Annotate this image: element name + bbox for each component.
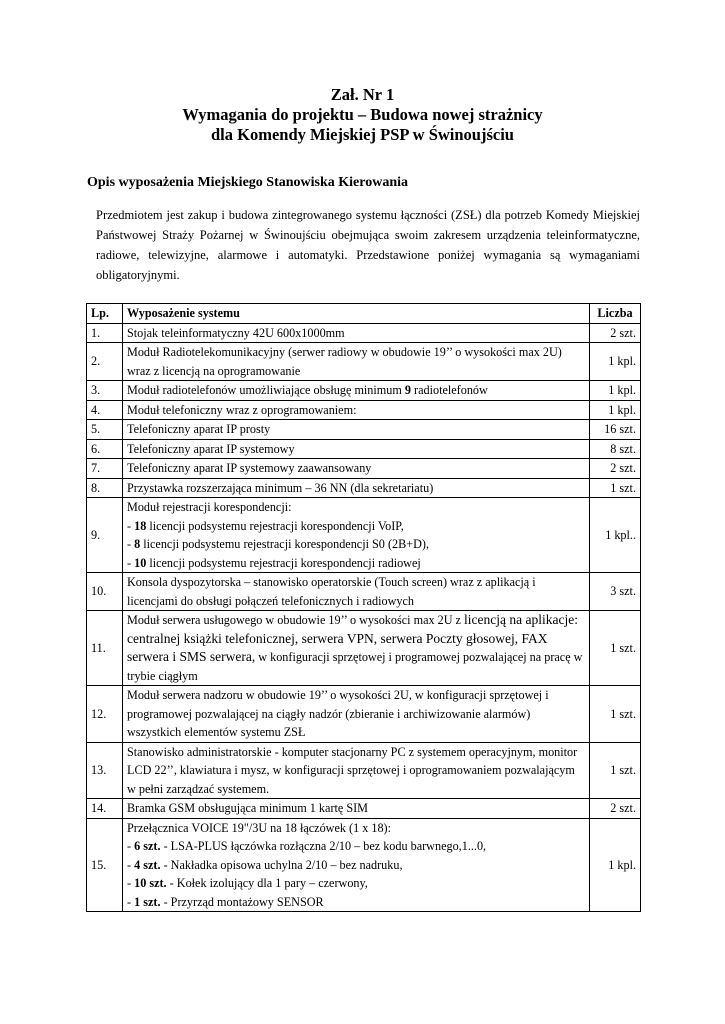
- row-quantity: 1 kpl.: [590, 381, 641, 401]
- desc-bold: 9: [404, 383, 411, 397]
- table-row: [87, 439, 641, 459]
- row-description: Bramka GSM obsługująca minimum 1 kartę SIM: [123, 799, 590, 819]
- table-header-row: [87, 304, 641, 324]
- row-description: Telefoniczny aparat IP systemowy zaawansowany: [123, 459, 590, 479]
- desc-item: - 6 szt. - LSA-PLUS łączówka rozłączna 2/10 – bez kodu barwnego,1...0,: [127, 839, 487, 853]
- row-description: Stojak teleinformatyczny 42U 600x1000mm: [123, 323, 590, 343]
- row-description: Telefoniczny aparat IP systemowy: [123, 439, 590, 459]
- row-description: Moduł serwera nadzoru w obudowie 19’’ o wysokości 2U, w konfiguracji sprzętowej i programowej pozwalającej na ciągły nadzór (zbieranie i archiwizowanie alarmów) wszystkich elementów systemu ZSŁ: [123, 686, 590, 743]
- desc-part-large: licencją na aplikacje: centralnej książki telefonicznej, serwera VPN, serwera Poczty głosowej, FAX serwera i SMS serwera,: [127, 612, 578, 664]
- row-number: 8.: [87, 478, 123, 498]
- row-description: [123, 818, 590, 912]
- table-row: [87, 611, 641, 686]
- desc-item: - 18 licencji podsystemu rejestracji korespondencji VoIP,: [127, 518, 404, 533]
- document-header: [0, 85, 725, 145]
- row-description: Moduł telefoniczny wraz z oprogramowaniem:: [123, 400, 590, 420]
- intro-paragraph: Przedmiotem jest zakup i budowa zintegrowanego systemu łączności (ZSŁ) dla potrzeb Komedy Miejskiej Państwowej Straży Pożarnej w Świnoujściu obejmująca swoim zakresem urządzenia teleinformatyczne, radiowe, telewizyjne, alarmowe i automatyki. Przedstawione poniżej wymagania są wymaganiami obligatoryjnymi.: [96, 208, 640, 282]
- row-number: 6.: [87, 439, 123, 459]
- header-quantity: Liczba: [590, 304, 641, 324]
- table-row: [87, 818, 641, 912]
- row-number: 3.: [87, 381, 123, 401]
- desc-item: - 10 szt. - Kołek izolujący dla 1 pary – czerwony,: [127, 876, 368, 890]
- table-row: [87, 323, 641, 343]
- table-row: [87, 498, 641, 573]
- header-lp: Lp.: [87, 304, 123, 324]
- row-number: 1.: [87, 323, 123, 343]
- table-row: [87, 420, 641, 440]
- table-row: [87, 400, 641, 420]
- table-row: [87, 799, 641, 819]
- row-description: Moduł Radiotelekomunikacyjny (serwer radiowy w obudowie 19’’ o wysokości max 2U) wraz z licencją na oprogramowanie: [123, 343, 590, 381]
- attachment-number: Zał. Nr 1: [330, 85, 395, 104]
- table-row: [87, 573, 641, 611]
- row-description: [123, 611, 590, 686]
- row-quantity: 1 szt.: [590, 686, 641, 743]
- desc-heading: Przełącznica VOICE 19"/3U na 18 łączówek (1 x 18):: [127, 820, 391, 835]
- table-row: [87, 343, 641, 381]
- row-quantity: 16 szt.: [590, 420, 641, 440]
- row-description: Telefoniczny aparat IP prosty: [123, 420, 590, 440]
- row-quantity: 3 szt.: [590, 573, 641, 611]
- table-row: [87, 742, 641, 799]
- row-number: 12.: [87, 686, 123, 743]
- table-row: [87, 459, 641, 479]
- row-number: 9.: [87, 498, 123, 573]
- row-description: Przystawka rozszerzająca minimum – 36 NN (dla sekretariatu): [123, 478, 590, 498]
- row-quantity: 2 szt.: [590, 459, 641, 479]
- row-quantity: 1 szt.: [590, 478, 641, 498]
- row-quantity: 1 szt.: [590, 611, 641, 686]
- row-number: 5.: [87, 420, 123, 440]
- desc-part: Moduł serwera usługowego w obudowie 19’’ o wysokości max 2U z: [127, 613, 465, 627]
- desc-part: w konfiguracji sprzętowej i programowej pozwalającej na pracę w trybie ciągłym: [127, 650, 583, 683]
- section-title: Opis wyposażenia Miejskiego Stanowiska Kierowania: [87, 175, 408, 190]
- desc-part: radiotelefonów: [410, 383, 488, 397]
- desc-item: - 10 licencji podsystemu rejestracji korespondencji radiowej: [127, 555, 421, 570]
- row-number: 4.: [87, 400, 123, 420]
- equipment-table: [86, 303, 641, 912]
- desc-item: - 4 szt. - Nakładka opisowa uchylna 2/10 – bez nadruku,: [127, 857, 403, 872]
- row-number: 11.: [87, 611, 123, 686]
- row-quantity: 1 kpl.: [590, 400, 641, 420]
- row-quantity: 1 kpl.: [590, 818, 641, 912]
- project-title: Wymagania do projektu – Budowa nowej strażnicy: [182, 105, 543, 124]
- row-description: [123, 381, 590, 401]
- table-row: [87, 478, 641, 498]
- row-number: 13.: [87, 742, 123, 799]
- row-quantity: 1 szt.: [590, 742, 641, 799]
- desc-item: - 8 licencji podsystemu rejestracji korespondencji S0 (2B+D),: [127, 537, 430, 551]
- desc-part: Moduł radiotelefonów umożliwiające obsługę minimum: [127, 383, 405, 397]
- table-row: [87, 381, 641, 401]
- row-number: 10.: [87, 573, 123, 611]
- row-description: [123, 498, 590, 573]
- row-number: 15.: [87, 818, 123, 912]
- row-description: Konsola dyspozytorska – stanowisko operatorskie (Touch screen) wraz z aplikacją i licencjami do obsługi połączeń telefonicznych i radiowych: [123, 573, 590, 611]
- row-quantity: 2 szt.: [590, 323, 641, 343]
- row-number: 2.: [87, 343, 123, 381]
- desc-item: - 1 szt. - Przyrząd montażowy SENSOR: [127, 894, 324, 909]
- project-subtitle: dla Komendy Miejskiej PSP w Świnoujściu: [211, 125, 514, 144]
- row-number: 7.: [87, 459, 123, 479]
- row-number: 14.: [87, 799, 123, 819]
- desc-heading: Moduł rejestracji korespondencji:: [127, 500, 292, 514]
- row-quantity: 1 kpl..: [590, 498, 641, 573]
- header-equipment: Wyposażenie systemu: [123, 304, 590, 324]
- row-quantity: 8 szt.: [590, 439, 641, 459]
- row-description: Stanowisko administratorskie - komputer stacjonarny PC z systemem operacyjnym, monitor LCD 22’’, klawiatura i mysz, w konfiguracji sprzętowej i oprogramowaniem pozwalającym w pełni zarządzać systemem.: [123, 742, 590, 799]
- table-row: [87, 686, 641, 743]
- row-quantity: 1 kpl.: [590, 343, 641, 381]
- row-quantity: 2 szt.: [590, 799, 641, 819]
